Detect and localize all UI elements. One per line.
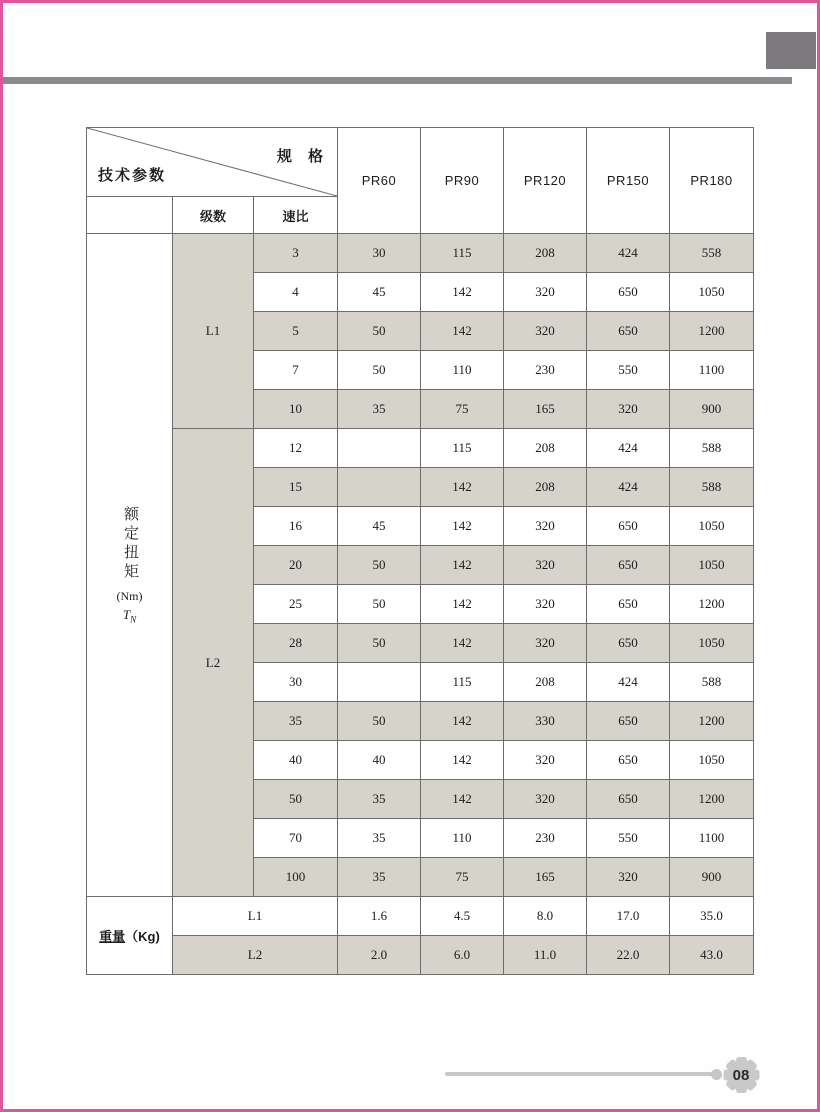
value-cell: 320 — [504, 507, 587, 546]
weight-value-cell: 1.6 — [338, 897, 421, 936]
ratio-cell: 25 — [254, 585, 338, 624]
weight-value-cell: 8.0 — [504, 897, 587, 936]
value-cell: 1200 — [670, 585, 754, 624]
value-cell: 900 — [670, 390, 754, 429]
ratio-cell: 100 — [254, 858, 338, 897]
value-cell: 35 — [338, 390, 421, 429]
value-cell: 142 — [421, 273, 504, 312]
value-cell: 900 — [670, 858, 754, 897]
value-cell: 208 — [504, 429, 587, 468]
torque-label-text: 额定扭矩 — [122, 505, 138, 582]
tech-params-label: 技术参数 — [98, 167, 167, 184]
value-cell: 424 — [587, 468, 670, 507]
value-cell: 50 — [338, 585, 421, 624]
weight-value-cell: 11.0 — [504, 936, 587, 975]
value-cell: 110 — [421, 351, 504, 390]
weight-value-cell: 6.0 — [421, 936, 504, 975]
value-cell: 165 — [504, 390, 587, 429]
value-cell: 424 — [587, 429, 670, 468]
value-cell: 75 — [421, 390, 504, 429]
value-cell: 110 — [421, 819, 504, 858]
ratio-cell: 12 — [254, 429, 338, 468]
ratio-cell: 28 — [254, 624, 338, 663]
value-cell: 142 — [421, 585, 504, 624]
ratio-cell: 20 — [254, 546, 338, 585]
ratio-cell: 70 — [254, 819, 338, 858]
value-cell: 424 — [587, 234, 670, 273]
value-cell: 142 — [421, 507, 504, 546]
value-cell: 650 — [587, 507, 670, 546]
value-cell: 588 — [670, 663, 754, 702]
value-cell: 142 — [421, 468, 504, 507]
value-cell: 208 — [504, 234, 587, 273]
column-header-pr150: PR150 — [587, 128, 670, 234]
value-cell: 650 — [587, 624, 670, 663]
stage-cell-l1: L1 — [173, 234, 254, 429]
page-number: 08 — [732, 1066, 750, 1084]
value-cell — [338, 429, 421, 468]
page-number-gear-icon — [722, 1056, 760, 1094]
torque-axis-label — [87, 234, 173, 897]
spec-label: 规 格 — [276, 148, 330, 165]
ratio-header: 速比 — [254, 197, 338, 234]
value-cell: 115 — [421, 234, 504, 273]
value-cell: 75 — [421, 858, 504, 897]
weight-value-cell: 43.0 — [670, 936, 754, 975]
value-cell: 142 — [421, 312, 504, 351]
value-cell: 50 — [338, 546, 421, 585]
column-header-pr180: PR180 — [670, 128, 754, 234]
weight-label: 重量（Kg) — [87, 897, 173, 975]
value-cell: 320 — [587, 858, 670, 897]
ratio-cell: 4 — [254, 273, 338, 312]
ratio-cell: 15 — [254, 468, 338, 507]
value-cell: 650 — [587, 312, 670, 351]
value-cell: 115 — [421, 429, 504, 468]
ratio-cell: 40 — [254, 741, 338, 780]
value-cell: 35 — [338, 858, 421, 897]
value-cell: 142 — [421, 702, 504, 741]
value-cell: 115 — [421, 663, 504, 702]
value-cell: 50 — [338, 702, 421, 741]
weight-value-cell: 17.0 — [587, 897, 670, 936]
header-rule-bar — [3, 77, 792, 84]
column-header-pr60: PR60 — [338, 128, 421, 234]
ratio-cell: 50 — [254, 780, 338, 819]
value-cell: 320 — [587, 390, 670, 429]
value-cell: 588 — [670, 468, 754, 507]
value-cell: 320 — [504, 585, 587, 624]
value-cell: 230 — [504, 351, 587, 390]
spec-table — [86, 127, 754, 975]
value-cell: 50 — [338, 624, 421, 663]
value-cell: 650 — [587, 780, 670, 819]
value-cell: 650 — [587, 546, 670, 585]
value-cell: 45 — [338, 507, 421, 546]
value-cell: 208 — [504, 663, 587, 702]
value-cell: 650 — [587, 741, 670, 780]
value-cell: 320 — [504, 273, 587, 312]
value-cell: 320 — [504, 312, 587, 351]
value-cell: 50 — [338, 351, 421, 390]
value-cell: 30 — [338, 234, 421, 273]
header-corner-accent — [766, 32, 816, 69]
corner-empty-cell — [87, 197, 173, 234]
value-cell: 1200 — [670, 312, 754, 351]
value-cell: 550 — [587, 351, 670, 390]
value-cell: 650 — [587, 702, 670, 741]
value-cell: 550 — [587, 819, 670, 858]
value-cell: 208 — [504, 468, 587, 507]
value-cell: 424 — [587, 663, 670, 702]
value-cell: 1050 — [670, 273, 754, 312]
value-cell: 35 — [338, 780, 421, 819]
ratio-cell: 30 — [254, 663, 338, 702]
value-cell: 50 — [338, 312, 421, 351]
value-cell: 142 — [421, 741, 504, 780]
value-cell: 1050 — [670, 546, 754, 585]
value-cell: 650 — [587, 273, 670, 312]
ratio-cell: 7 — [254, 351, 338, 390]
ratio-cell: 35 — [254, 702, 338, 741]
ratio-cell: 5 — [254, 312, 338, 351]
value-cell: 35 — [338, 819, 421, 858]
value-cell: 330 — [504, 702, 587, 741]
weight-value-cell: 4.5 — [421, 897, 504, 936]
value-cell: 588 — [670, 429, 754, 468]
value-cell: 1050 — [670, 624, 754, 663]
diagonal-header-cell — [87, 128, 338, 197]
column-header-pr90: PR90 — [421, 128, 504, 234]
value-cell: 320 — [504, 624, 587, 663]
footer-line-dot — [711, 1069, 722, 1080]
value-cell: 230 — [504, 819, 587, 858]
torque-unit: (Nm) — [116, 588, 143, 603]
stage-header: 级数 — [173, 197, 254, 234]
torque-symbol: $T_N$ — [122, 606, 137, 625]
value-cell: 320 — [504, 741, 587, 780]
value-cell: 1100 — [670, 351, 754, 390]
weight-stage-l2: L2 — [173, 936, 338, 975]
value-cell: 1200 — [670, 780, 754, 819]
value-cell — [338, 468, 421, 507]
value-cell: 142 — [421, 780, 504, 819]
value-cell: 142 — [421, 624, 504, 663]
value-cell: 40 — [338, 741, 421, 780]
weight-value-cell: 35.0 — [670, 897, 754, 936]
value-cell: 165 — [504, 858, 587, 897]
weight-value-cell: 22.0 — [587, 936, 670, 975]
value-cell — [338, 663, 421, 702]
ratio-cell: 3 — [254, 234, 338, 273]
value-cell: 1050 — [670, 507, 754, 546]
ratio-cell: 10 — [254, 390, 338, 429]
stage-cell-l2: L2 — [173, 429, 254, 897]
weight-value-cell: 2.0 — [338, 936, 421, 975]
value-cell: 1100 — [670, 819, 754, 858]
column-header-pr120: PR120 — [504, 128, 587, 234]
ratio-cell: 16 — [254, 507, 338, 546]
footer-rule-line — [445, 1072, 715, 1076]
value-cell: 558 — [670, 234, 754, 273]
value-cell: 142 — [421, 546, 504, 585]
value-cell: 1200 — [670, 702, 754, 741]
value-cell: 1050 — [670, 741, 754, 780]
value-cell: 650 — [587, 585, 670, 624]
weight-stage-l1: L1 — [173, 897, 338, 936]
value-cell: 320 — [504, 546, 587, 585]
value-cell: 45 — [338, 273, 421, 312]
value-cell: 320 — [504, 780, 587, 819]
